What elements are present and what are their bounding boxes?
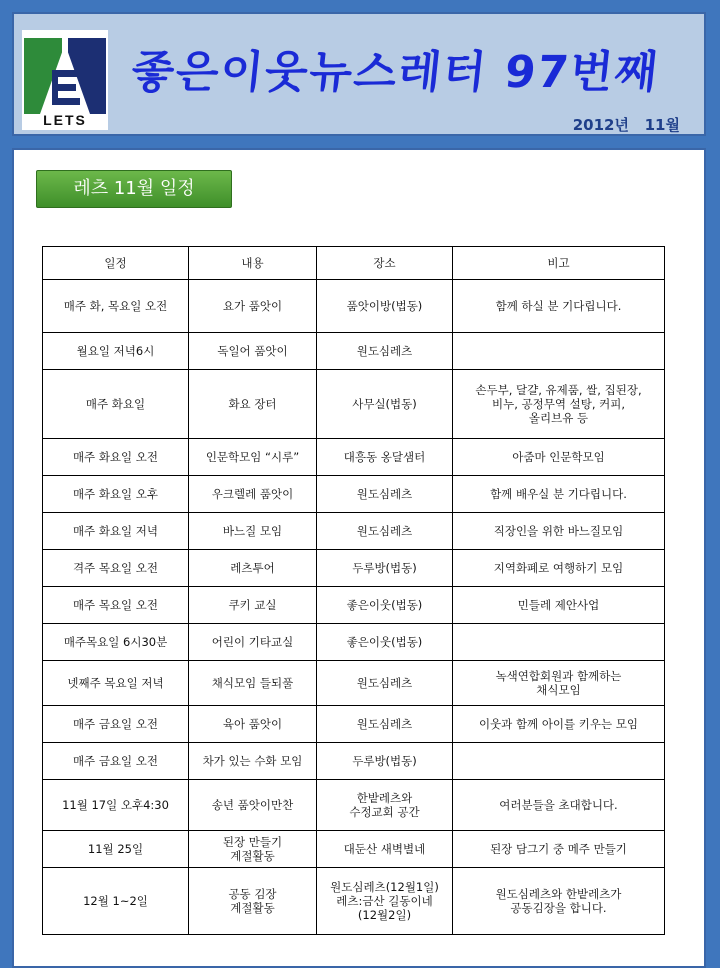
cell-content: 바느질 모임 bbox=[189, 513, 317, 550]
cell-note: 아줌마 인문학모임 bbox=[453, 439, 665, 476]
cell-content: 인문학모임 “시루” bbox=[189, 439, 317, 476]
cell-note: 녹색연합회원과 함께하는 채식모임 bbox=[453, 661, 665, 706]
cell-place: 좋은이웃(법동) bbox=[317, 624, 453, 661]
cell-content: 요가 품앗이 bbox=[189, 280, 317, 333]
cell-note: 함께 배우실 분 기다립니다. bbox=[453, 476, 665, 513]
column-header-content: 내용 bbox=[189, 247, 317, 280]
cell-place: 두루방(법동) bbox=[317, 743, 453, 780]
cell-content: 화요 장터 bbox=[189, 370, 317, 439]
table-row bbox=[43, 333, 665, 370]
cell-note: 원도심레츠와 한밭레츠가 공동김장을 합니다. bbox=[453, 868, 665, 935]
lets-house-icon bbox=[22, 30, 108, 114]
table-row bbox=[43, 550, 665, 587]
cell-note bbox=[453, 743, 665, 780]
cell-note: 된장 담그기 중 메주 만들기 bbox=[453, 831, 665, 868]
cell-content: 공동 김장 계절활동 bbox=[189, 868, 317, 935]
cell-note: 여러분들을 초대합니다. bbox=[453, 780, 665, 831]
cell-schedule: 매주 목요일 오전 bbox=[43, 587, 189, 624]
table-row bbox=[43, 280, 665, 333]
cell-content: 채식모임 들되풀 bbox=[189, 661, 317, 706]
cell-note bbox=[453, 624, 665, 661]
cell-note: 손두부, 달걀, 유제품, 쌀, 집된장, 비누, 공정무역 설탕, 커피, 올리브유 등 bbox=[453, 370, 665, 439]
cell-schedule: 격주 목요일 오전 bbox=[43, 550, 189, 587]
cell-schedule: 11월 25일 bbox=[43, 831, 189, 868]
column-header-note: 비고 bbox=[453, 247, 665, 280]
cell-place: 사무실(법동) bbox=[317, 370, 453, 439]
cell-content: 쿠키 교실 bbox=[189, 587, 317, 624]
cell-schedule: 매주 금요일 오전 bbox=[43, 743, 189, 780]
column-header-schedule: 일정 bbox=[43, 247, 189, 280]
issue-date: 2012년 11월 bbox=[572, 116, 680, 134]
cell-schedule: 매주목요일 6시30분 bbox=[43, 624, 189, 661]
cell-place: 대흥동 옹달샘터 bbox=[317, 439, 453, 476]
content-panel bbox=[12, 148, 706, 968]
table-row bbox=[43, 706, 665, 743]
cell-schedule: 넷째주 목요일 저녁 bbox=[43, 661, 189, 706]
cell-place: 두루방(법동) bbox=[317, 550, 453, 587]
lets-logo bbox=[22, 30, 108, 130]
table-row bbox=[43, 513, 665, 550]
cell-content: 송년 품앗이만찬 bbox=[189, 780, 317, 831]
cell-content: 차가 있는 수화 모임 bbox=[189, 743, 317, 780]
cell-schedule: 매주 화요일 bbox=[43, 370, 189, 439]
schedule-table-body bbox=[43, 280, 665, 935]
table-row bbox=[43, 370, 665, 439]
table-header-row bbox=[43, 247, 665, 280]
cell-schedule: 매주 화, 목요일 오전 bbox=[43, 280, 189, 333]
column-header-place: 장소 bbox=[317, 247, 453, 280]
cell-schedule: 매주 금요일 오전 bbox=[43, 706, 189, 743]
cell-note: 이웃과 함께 아이를 키우는 모임 bbox=[453, 706, 665, 743]
logo-text: LETS bbox=[43, 112, 87, 128]
cell-place: 원도심레츠 bbox=[317, 476, 453, 513]
table-row bbox=[43, 831, 665, 868]
cell-content: 어린이 기타교실 bbox=[189, 624, 317, 661]
cell-content: 우크렐레 품앗이 bbox=[189, 476, 317, 513]
cell-note: 지역화폐로 여행하기 모임 bbox=[453, 550, 665, 587]
cell-schedule: 12월 1~2일 bbox=[43, 868, 189, 935]
cell-place: 원도심레츠(12월1일) 레츠:금산 길동이네 (12월2일) bbox=[317, 868, 453, 935]
table-row bbox=[43, 868, 665, 935]
cell-place: 원도심레츠 bbox=[317, 706, 453, 743]
table-row bbox=[43, 587, 665, 624]
table-row bbox=[43, 780, 665, 831]
cell-note: 민들레 제안사업 bbox=[453, 587, 665, 624]
cell-note bbox=[453, 333, 665, 370]
cell-schedule: 매주 화요일 오전 bbox=[43, 439, 189, 476]
table-row bbox=[43, 661, 665, 706]
cell-note: 직장인을 위한 바느질모임 bbox=[453, 513, 665, 550]
cell-content: 된장 만들기 계절활동 bbox=[189, 831, 317, 868]
cell-schedule: 매주 화요일 저녁 bbox=[43, 513, 189, 550]
section-label: 레츠 11월 일정 bbox=[36, 170, 232, 208]
table-row bbox=[43, 743, 665, 780]
cell-content: 독일어 품앗이 bbox=[189, 333, 317, 370]
cell-place: 원도심레츠 bbox=[317, 333, 453, 370]
cell-place: 원도심레츠 bbox=[317, 513, 453, 550]
cell-content: 육아 품앗이 bbox=[189, 706, 317, 743]
table-row bbox=[43, 476, 665, 513]
schedule-table bbox=[42, 246, 665, 935]
cell-content: 레츠투어 bbox=[189, 550, 317, 587]
cell-place: 한밭레츠와 수정교회 공간 bbox=[317, 780, 453, 831]
cell-schedule: 매주 화요일 오후 bbox=[43, 476, 189, 513]
cell-place: 좋은이웃(법동) bbox=[317, 587, 453, 624]
table-row bbox=[43, 439, 665, 476]
newsletter-title: 좋은이웃뉴스레터 97번째 bbox=[128, 47, 662, 98]
table-row bbox=[43, 624, 665, 661]
cell-schedule: 11월 17일 오후4:30 bbox=[43, 780, 189, 831]
newsletter-header bbox=[12, 12, 706, 136]
cell-schedule: 월요일 저녁6시 bbox=[43, 333, 189, 370]
cell-place: 품앗이방(법동) bbox=[317, 280, 453, 333]
cell-place: 원도심레츠 bbox=[317, 661, 453, 706]
cell-place: 대둔산 새벽별네 bbox=[317, 831, 453, 868]
cell-note: 함께 하실 분 기다립니다. bbox=[453, 280, 665, 333]
